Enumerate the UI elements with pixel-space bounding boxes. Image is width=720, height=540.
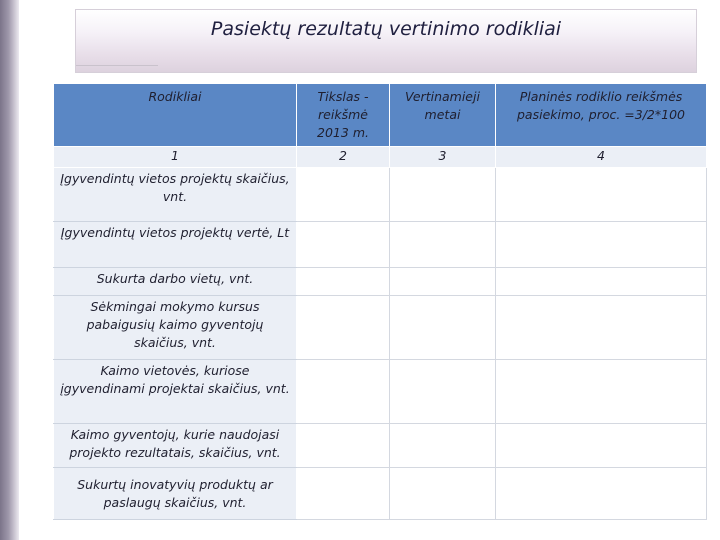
cell-year [390,268,496,296]
cell-year [390,424,496,468]
cell-year [390,168,496,222]
column-number: 1 [54,147,297,168]
title-banner [75,9,697,73]
column-number: 3 [390,147,496,168]
cell-percent [496,360,707,424]
cell-target [297,296,390,360]
table-row [54,296,707,360]
cell-target [297,360,390,424]
column-number-row [54,147,707,168]
header-assessment-year: Vertinamieji metai [390,84,496,147]
cell-target [297,424,390,468]
page-title: Pasiektų rezultatų vertinimo rodikliai [210,18,562,40]
title-divider [76,65,158,66]
table-row [54,468,707,520]
cell-percent [496,168,707,222]
indicators-table [53,83,707,520]
cell-year [390,222,496,268]
row-label: Sėkmingai mokymo kursus pabaigusių kaimo gyventojų skaičius, vnt. [54,296,297,360]
header-target-value: Tikslas - reikšmė 2013 m. [297,84,390,147]
cell-target [297,222,390,268]
header-achievement-percent: Planinės rodiklio reikšmės pasiekimo, proc. =3/2*100 [496,84,707,147]
row-label: Kaimo vietovės, kuriose įgyvendinami projektai skaičius, vnt. [54,360,297,424]
cell-percent [496,424,707,468]
cell-year [390,468,496,520]
table-row [54,268,707,296]
cell-year [390,360,496,424]
table-row [54,360,707,424]
cell-percent [496,468,707,520]
row-label: Įgyvendintų vietos projektų skaičius, vnt. [54,168,297,222]
table-row [54,424,707,468]
row-label: Kaimo gyventojų, kurie naudojasi projekto rezultatais, skaičius, vnt. [54,424,297,468]
header-indicators: Rodikliai [54,84,297,147]
cell-percent [496,296,707,360]
cell-percent [496,268,707,296]
row-label: Sukurta darbo vietų, vnt. [54,268,297,296]
cell-percent [496,222,707,268]
cell-target [297,468,390,520]
row-label: Sukurtų inovatyvių produktų ar paslaugų skaičius, vnt. [54,468,297,520]
cell-year [390,296,496,360]
header-row [54,84,707,147]
column-number: 2 [297,147,390,168]
left-decorative-strip [0,0,19,540]
row-label: Įgyvendintų vietos projektų vertė, Lt [54,222,297,268]
column-number: 4 [496,147,707,168]
table-row [54,168,707,222]
table-row [54,222,707,268]
cell-target [297,168,390,222]
cell-target [297,268,390,296]
